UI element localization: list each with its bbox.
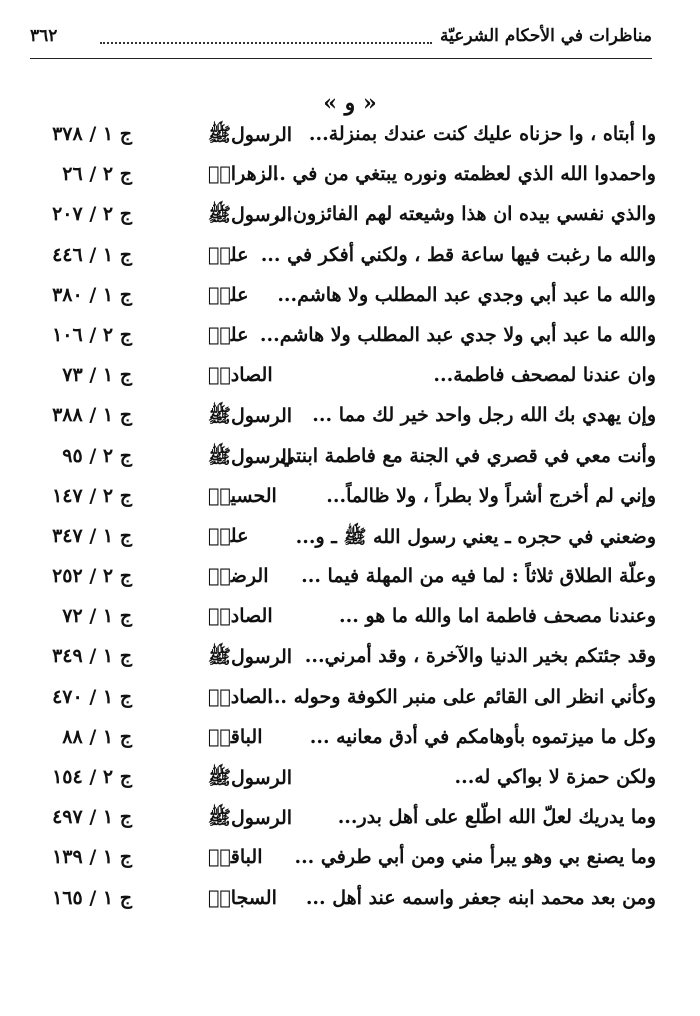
index-entries (0, 117, 700, 921)
index-entry (0, 760, 700, 800)
index-entry (0, 519, 700, 559)
entry-speaker: الرسولﷺ (208, 646, 293, 669)
index-entry (0, 197, 700, 237)
entry-text: وكل ما ميزتموه بأوهامكم في أدق معانيه ... (309, 725, 656, 748)
entry-speaker: الرسولﷺ (208, 767, 293, 789)
entry-speaker: الباقرؑ (208, 725, 263, 748)
index-entry (0, 720, 700, 760)
header-rule (30, 58, 652, 59)
entry-text: وأنت معي في قصري في الجنة مع فاطمة ابنتي (280, 444, 656, 467)
index-entry (0, 639, 700, 679)
entry-text: وقد جئتكم بخير الدنيا والآخرة ، وقد أمرني... (304, 645, 656, 668)
entry-speaker: عليؑ (208, 524, 249, 547)
index-entry (0, 881, 700, 921)
entry-speaker: الرسولﷺ (208, 445, 293, 468)
entry-reference: ج ١ / ٣٨٨ (52, 404, 132, 427)
entry-reference: ج ٢ / ٢٠٧ (52, 203, 132, 226)
index-entry (0, 157, 700, 197)
entry-speaker: الرسولﷺ (208, 405, 293, 428)
entry-text: والله ما عبد أبي وجدي عبد المطلب ولا هاشم... (277, 283, 656, 306)
page-number: ٣٦٢ (30, 26, 58, 46)
entry-text: والله ما رغبت فيها ساعة قط ، ولكني أفكر في ... (260, 243, 656, 266)
entry-speaker: عليؑ (208, 243, 249, 266)
entry-reference: ج ١ / ٣٧٨ (52, 123, 132, 145)
entry-text: وان عندنا لمصحف فاطمة... (433, 364, 656, 387)
entry-speaker: الصادقؑ (208, 364, 273, 387)
entry-text: وعلّة الطلاق ثلاثاً : لما فيه من المهلة فيما ... (301, 565, 656, 588)
entry-text: وكأني انظر الى القائم على منبر الكوفة وحوله ... (267, 685, 656, 708)
entry-reference: ج ١ / ٣٨٠ (52, 283, 132, 306)
entry-text: وضعني في حجره ـ يعني رسول الله ﷺ ـ و... (295, 525, 656, 548)
index-entry (0, 318, 700, 358)
entry-speaker: الزهراءؑ (208, 163, 279, 186)
entry-speaker: الصادقؑ (208, 605, 273, 628)
entry-speaker: عليؑ (208, 323, 249, 346)
entry-text: وا أبتاه ، وا حزناه عليك كنت عندك بمنزلة... (308, 123, 656, 145)
entry-reference: ج ١ / ٣٤٧ (52, 524, 132, 547)
entry-speaker: الصادقؑ (208, 685, 273, 708)
entry-speaker: الرضاؑ (208, 565, 269, 588)
entry-text: وما يدريك لعلّ الله اطّلع على أهل بدر... (337, 806, 656, 829)
entry-reference: ج ١ / ١٣٩ (52, 846, 132, 869)
entry-reference: ج ٢ / ٢٥٢ (52, 565, 132, 588)
header-title: مناظرات في الأحكام الشرعيّة (440, 26, 652, 46)
index-entry (0, 117, 700, 157)
entry-speaker: الرسولﷺ (208, 807, 293, 830)
index-entry (0, 278, 700, 318)
entry-speaker: الحسينؑ (208, 484, 277, 507)
entry-speaker: السجادؑ (208, 886, 277, 909)
entry-text: وما يصنع بي وهو يبرأ مني ومن أبي طرفي ... (294, 846, 656, 869)
index-entry (0, 238, 700, 278)
index-entry (0, 599, 700, 639)
running-header (30, 18, 652, 48)
entry-reference: ج ١ / ٧٣ (62, 364, 132, 387)
entry-speaker: عليؑ (208, 283, 249, 306)
index-entry (0, 840, 700, 880)
entry-reference: ج ٢ / ٢٦ (62, 163, 132, 186)
entry-reference: ج ١ / ٧٢ (62, 605, 132, 628)
entry-reference: ج ١ / ٨٨ (62, 725, 132, 748)
entry-reference: ج ٢ / ١٤٧ (52, 484, 132, 507)
index-entry (0, 358, 700, 398)
entry-text: والذي نفسي بيده ان هذا وشيعته لهم الفائزون... (273, 203, 656, 226)
entry-speaker: الرسولﷺ (208, 124, 293, 146)
entry-reference: ج ١ / ٣٤٩ (52, 645, 132, 668)
entry-reference: ج ٢ / ٩٥ (62, 444, 132, 467)
index-entry (0, 559, 700, 599)
entry-reference: ج ١ / ١٦٥ (52, 886, 132, 909)
entry-reference: ج ١ / ٤٩٧ (52, 806, 132, 829)
entry-text: وعندنا مصحف فاطمة اما والله ما هو ... (339, 605, 656, 628)
entry-reference: ج ٢ / ١٥٤ (52, 766, 132, 788)
entry-reference: ج ١ / ٤٤٦ (52, 243, 132, 266)
entry-speaker: الباقرؑ (208, 846, 263, 869)
index-entry (0, 398, 700, 438)
entry-text: ولكن حمزة لا بواكي له... (454, 766, 656, 788)
entry-text: ومن بعد محمد ابنه جعفر واسمه عند أهل ... (305, 886, 656, 909)
entry-reference: ج ٢ / ١٠٦ (52, 323, 132, 346)
index-entry (0, 439, 700, 479)
entry-text: وإن يهدي بك الله رجل واحد خير لك مما ... (312, 404, 656, 427)
entry-text: واحمدوا الله الذي لعظمته ونوره يبتغي من في ... (265, 163, 656, 186)
index-entry (0, 680, 700, 720)
header-leader-dots (100, 42, 432, 44)
index-entry (0, 800, 700, 840)
index-entry (0, 479, 700, 519)
entry-speaker: الرسولﷺ (208, 204, 293, 227)
entry-reference: ج ١ / ٤٧٠ (52, 685, 132, 708)
entry-text: وإني لم أخرج أشراً ولا بطراً ، ولا ظالماً... (326, 484, 656, 507)
section-heading: « و » (323, 90, 377, 116)
entry-text: والله ما عبد أبي ولا جدي عبد المطلب ولا هاشم... (259, 323, 656, 346)
